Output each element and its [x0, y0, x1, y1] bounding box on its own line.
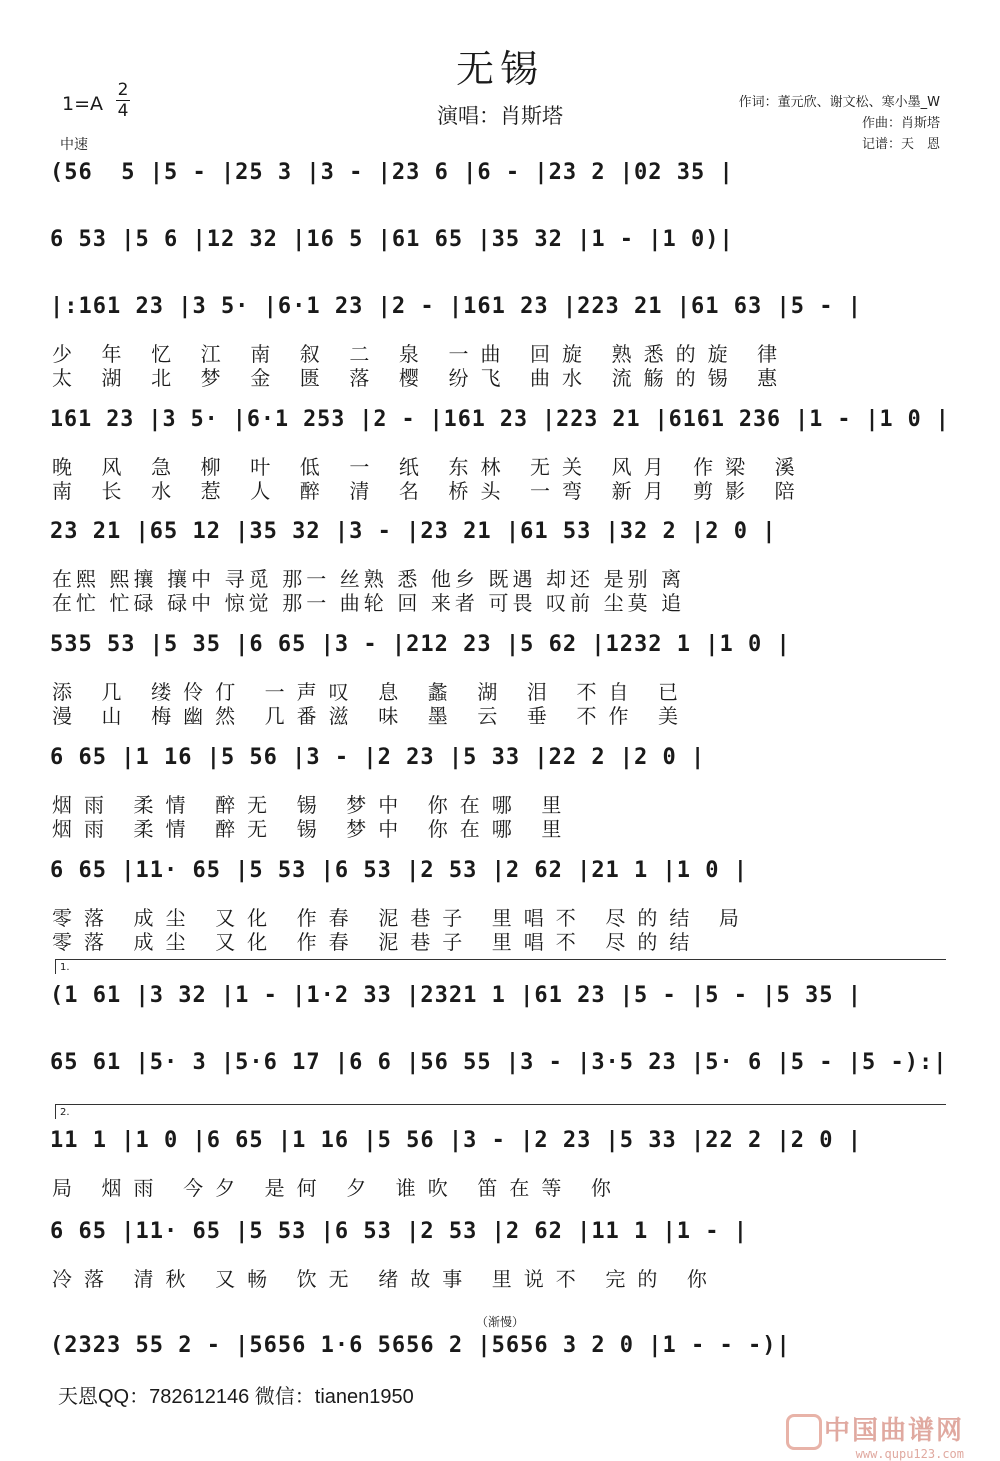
notation-line: (1 61 |3 32 |1 - |1·2 33 |2321 1 |61 23 |5 - |5 - |5 35 |	[50, 983, 862, 1008]
notation-line: 23 21 |65 12 |35 32 |3 - |23 21 |61 53 |32 2 |2 0 |	[50, 519, 777, 544]
time-bottom: 4	[117, 101, 129, 121]
volta-number: 2.	[60, 1107, 70, 1118]
notation-line: 6 65 |1 16 |5 56 |3 - |2 23 |5 33 |22 2 |2 0 |	[50, 745, 706, 770]
transcriber-credit: 记谱：天 恩	[861, 137, 940, 152]
tempo-marking: 中速	[60, 137, 88, 153]
watermark-name: 中国曲谱网	[823, 1416, 964, 1446]
notation-line: 11 1 |1 0 |6 65 |1 16 |5 56 |3 - |2 23 |5 33 |22 2 |2 0 |	[50, 1128, 862, 1153]
notation-line: |:161 23 |3 5· |6·1 23 |2 - |161 23 |223 21 |61 63 |5 - |	[50, 294, 862, 319]
notation-line: 161 23 |3 5· |6·1 253 |2 - |161 23 |223 21 |6161 236 |1 - |1 0 |	[50, 407, 950, 432]
notation-line: (56 5 |5 - |25 3 |3 - |23 6 |6 - |23 2 |02 35 |	[50, 160, 734, 185]
ritardando-mark: （渐慢）	[475, 1315, 524, 1329]
lyric-line: 晚 风 急 柳 叶 低 一 纸 东林 无关 风月 作梁 溪	[52, 457, 807, 479]
lyricist-credit: 作词：董元欣、谢文松、寒小墨_W	[738, 95, 940, 110]
lyric-line: 烟雨 柔情 醉无 锡 梦中 你在哪 里	[52, 819, 574, 841]
key-signature: 1=A	[62, 93, 104, 115]
notation-line: 6 65 |11· 65 |5 53 |6 53 |2 53 |2 62 |21 1 |1 0 |	[50, 858, 749, 883]
time-top: 2	[117, 80, 129, 100]
lyric-line: 添 几 缕伶仃 一声叹 息 蠡 湖 泪 不自 已	[52, 682, 691, 704]
lyric-line: 零落 成尘 又化 作春 泥巷子 里唱不 尽的结	[52, 932, 702, 954]
lyric-line: 少 年 忆 江 南 叙 二 泉 一曲 回旋 熟悉的旋 律	[52, 344, 790, 366]
song-title: 无锡	[455, 47, 544, 91]
notation-line: 6 65 |11· 65 |5 53 |6 53 |2 53 |2 62 |11 1 |1 - |	[50, 1219, 749, 1244]
notation-line: (2323 55 2 - |5656 1·6 5656 2 |5656 3 2 0 |1 - - -)|	[50, 1333, 791, 1358]
lyric-line: 冷落 清秋 又畅 饮无 绪故事 里说不 完的 你	[52, 1269, 719, 1291]
lyric-line: 太 湖 北 梦 金 匮 落 樱 纷飞 曲水 流觞的锡 惠	[52, 368, 790, 390]
lyric-line: 在熙 熙攘 攘中 寻觅 那一 丝熟 悉 他乡 既遇 却还 是别 离	[52, 569, 686, 591]
notation-line: 535 53 |5 35 |6 65 |3 - |212 23 |5 62 |1232 1 |1 0 |	[50, 632, 791, 657]
volta-bracket	[55, 959, 946, 974]
lyric-line: 在忙 忙碌 碌中 惊觉 那一 曲轮 回 来者 可畏 叹前 尘莫 追	[52, 593, 686, 615]
lyric-line: 漫 山 梅幽然 几番滋 味 墨 云 垂 不作 美	[52, 706, 691, 728]
notation-line: 6 53 |5 6 |12 32 |16 5 |61 65 |35 32 |1 - |1 0)|	[50, 227, 734, 252]
credits-block	[739, 92, 940, 155]
volta-number: 1.	[60, 962, 70, 973]
site-logo-icon	[786, 1414, 822, 1450]
notation-line: 65 61 |5· 3 |5·6 17 |6 6 |56 55 |3 - |3·5 23 |5· 6 |5 - |5 -):|	[50, 1050, 948, 1075]
lyric-line: 南 长 水 惹 人 醉 清 名 桥头 一弯 新月 剪影 陪	[52, 481, 807, 503]
watermark	[824, 1410, 964, 1461]
composer-credit: 作曲：肖斯塔	[861, 116, 940, 131]
lyric-line: 零落 成尘 又化 作春 泥巷子 里唱不 尽的结 局	[52, 908, 751, 930]
lyric-line: 烟雨 柔情 醉无 锡 梦中 你在哪 里	[52, 795, 574, 817]
watermark-url: www.qupu123.com	[855, 1447, 964, 1461]
singer-credit: 演唱：肖斯塔	[437, 104, 563, 128]
volta-bracket	[55, 1104, 946, 1119]
lyric-line: 局 烟雨 今夕 是何 夕 谁吹 笛在等 你	[52, 1178, 623, 1200]
contact-footer: 天恩QQ：782612146 微信：tianen1950	[58, 1386, 414, 1408]
